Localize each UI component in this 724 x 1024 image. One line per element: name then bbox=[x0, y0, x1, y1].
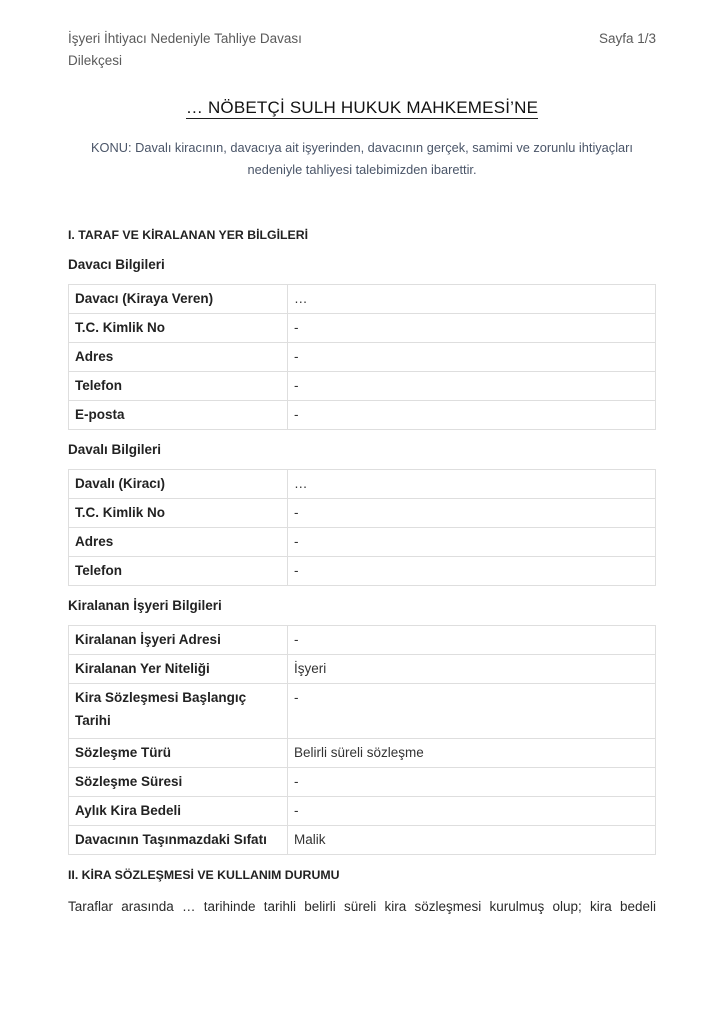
premises-table bbox=[68, 625, 656, 855]
table-row bbox=[69, 655, 656, 684]
field-label: Telefon bbox=[69, 372, 288, 401]
field-label: Davalı (Kiracı) bbox=[69, 470, 288, 499]
defendant-table bbox=[68, 469, 656, 586]
table-row bbox=[69, 401, 656, 430]
field-value: … bbox=[288, 285, 656, 314]
section-2-paragraph: Taraflar arasında … tarihinde tarihli belirli süreli kira sözleşmesi kurulmuş olup; kira bedeli bbox=[68, 899, 656, 914]
plaintiff-heading: Davacı Bilgileri bbox=[68, 257, 165, 272]
field-value: Belirli süreli sözleşme bbox=[288, 739, 656, 768]
field-label: Kira Sözleşmesi Başlangıç Tarihi bbox=[69, 684, 288, 739]
field-value: - bbox=[288, 499, 656, 528]
page-number: Sayfa 1/3 bbox=[598, 31, 656, 46]
field-label: E-posta bbox=[69, 401, 288, 430]
table-row bbox=[69, 528, 656, 557]
section-2-heading: II. KİRA SÖZLEŞMESİ VE KULLANIM DURUMU bbox=[68, 868, 340, 882]
field-label: T.C. Kimlik No bbox=[69, 499, 288, 528]
field-value: - bbox=[288, 684, 656, 739]
table-row bbox=[69, 343, 656, 372]
table-row bbox=[69, 285, 656, 314]
field-value: İşyeri bbox=[288, 655, 656, 684]
field-label: T.C. Kimlik No bbox=[69, 314, 288, 343]
field-value: … bbox=[288, 470, 656, 499]
table-row bbox=[69, 826, 656, 855]
field-value: - bbox=[288, 314, 656, 343]
page-header bbox=[68, 28, 656, 72]
field-label: Kiralanan Yer Niteliği bbox=[69, 655, 288, 684]
field-value: - bbox=[288, 557, 656, 586]
court-title bbox=[68, 98, 656, 118]
field-label: Adres bbox=[69, 343, 288, 372]
table-row bbox=[69, 626, 656, 655]
field-label: Telefon bbox=[69, 557, 288, 586]
table-row bbox=[69, 768, 656, 797]
table-row bbox=[69, 739, 656, 768]
field-label: Sözleşme Türü bbox=[69, 739, 288, 768]
field-label: Sözleşme Süresi bbox=[69, 768, 288, 797]
field-label: Adres bbox=[69, 528, 288, 557]
table-row bbox=[69, 684, 656, 739]
subject-text: KONU: Davalı kiracının, davacıya ait işyerinden, davacının gerçek, samimi ve zorunlu ihtiyaçları nedeniyle tahliyesi talebimizden ibarettir. bbox=[91, 140, 633, 177]
field-label: Aylık Kira Bedeli bbox=[69, 797, 288, 826]
field-label: Davacının Taşınmazdaki Sıfatı bbox=[69, 826, 288, 855]
field-value: - bbox=[288, 372, 656, 401]
field-value: - bbox=[288, 401, 656, 430]
field-value: - bbox=[288, 768, 656, 797]
field-value: - bbox=[288, 626, 656, 655]
field-value: - bbox=[288, 343, 656, 372]
table-row bbox=[69, 499, 656, 528]
court-title-text: … NÖBETÇİ SULH HUKUK MAHKEMESİ’NE bbox=[185, 98, 539, 117]
table-row bbox=[69, 470, 656, 499]
premises-heading: Kiralanan İşyeri Bilgileri bbox=[68, 598, 222, 613]
document-title: İşyeri İhtiyacı Nedeniyle Tahliye Davası Dilekçesi bbox=[68, 31, 302, 68]
field-value: Malik bbox=[288, 826, 656, 855]
field-label: Kiralanan İşyeri Adresi bbox=[69, 626, 288, 655]
plaintiff-table bbox=[68, 284, 656, 430]
table-row bbox=[69, 797, 656, 826]
table-row bbox=[69, 557, 656, 586]
table-row bbox=[69, 372, 656, 401]
table-row bbox=[69, 314, 656, 343]
field-value: - bbox=[288, 797, 656, 826]
field-label: Davacı (Kiraya Veren) bbox=[69, 285, 288, 314]
section-1-heading: I. TARAF VE KİRALANAN YER BİLGİLERİ bbox=[68, 228, 309, 242]
field-value: - bbox=[288, 528, 656, 557]
defendant-heading: Davalı Bilgileri bbox=[68, 442, 162, 457]
